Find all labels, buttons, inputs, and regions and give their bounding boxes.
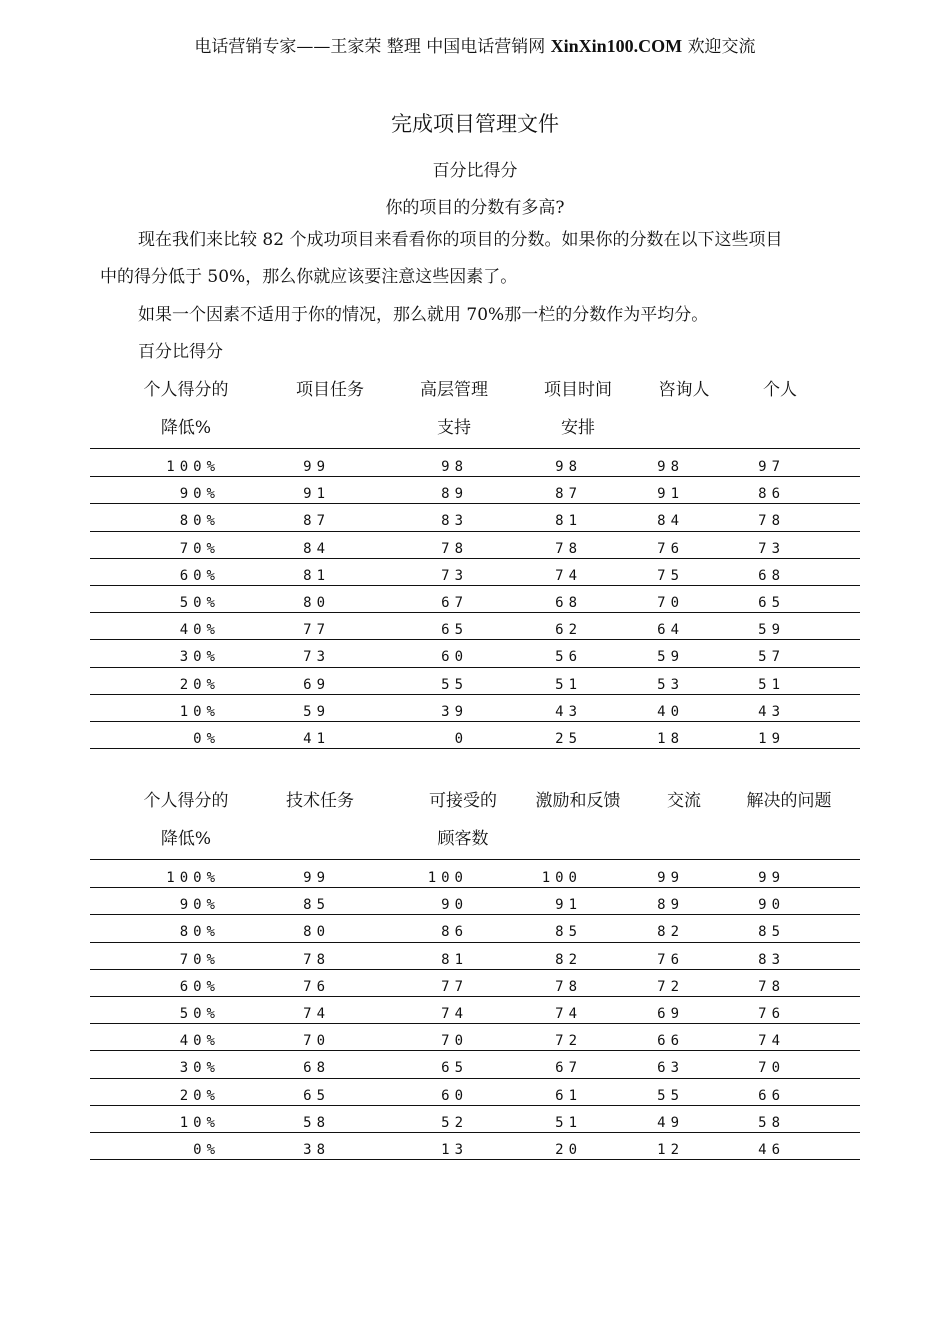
table-cell-score: 67 xyxy=(441,595,468,611)
table-cell-score: 70 xyxy=(758,1060,785,1077)
table-cell-score: 91 xyxy=(303,486,330,503)
table-row xyxy=(90,1051,860,1078)
table-cell-score: 78 xyxy=(555,978,582,995)
table-cell-score: 74 xyxy=(555,567,582,584)
table-cell-score: 90 xyxy=(441,897,468,914)
table-cell-score: 51 xyxy=(555,676,582,693)
table2-header-col-1-line-2: 降低% xyxy=(160,829,212,849)
table-cell-score: 70 xyxy=(441,1033,468,1050)
table-cell-score: 86 xyxy=(441,924,468,941)
table1-top-rule xyxy=(90,448,860,449)
table1-header-col-1-line-1: 个人得分的 xyxy=(143,380,229,400)
table-cell-score: 40 xyxy=(657,703,684,720)
table-cell-score: 89 xyxy=(657,897,684,914)
paragraph-2: 如果一个因素不适用于你的情况，那么就用 70%那一栏的分数作为平均分。 xyxy=(138,305,709,325)
table-cell-score: 59 xyxy=(758,622,785,639)
table-cell-percent: 70% xyxy=(179,951,220,968)
table-cell-score: 98 xyxy=(555,459,582,475)
table-cell-score: 74 xyxy=(758,1033,785,1050)
table-cell-score: 87 xyxy=(555,486,582,503)
table-cell-score: 51 xyxy=(758,676,785,693)
table-cell-percent: 50% xyxy=(179,1006,220,1022)
table-cell-percent: 20% xyxy=(179,1087,220,1104)
table-row xyxy=(90,1024,860,1051)
table-row xyxy=(90,668,860,695)
table-row xyxy=(90,695,860,722)
table1-header-col-2-line-1: 项目任务 xyxy=(296,380,364,400)
table-cell-score: 52 xyxy=(441,1114,468,1131)
table-cell-score: 90 xyxy=(758,897,785,914)
table-cell-percent: 30% xyxy=(179,649,220,666)
table-cell-percent: 10% xyxy=(179,1114,220,1131)
table-cell-score: 100 xyxy=(541,870,582,886)
table-cell-score: 60 xyxy=(441,1087,468,1104)
document-title: 完成项目管理文件 xyxy=(391,112,559,136)
table-cell-score: 65 xyxy=(303,1087,330,1104)
subtitle-question: 你的项目的分数有多高? xyxy=(385,198,565,218)
header-prefix: 电话营销专家——王家荣 整理 中国电话营销网 xyxy=(194,37,546,57)
table-cell-score: 80 xyxy=(303,924,330,941)
table-row xyxy=(90,1079,860,1106)
table1-header-col-3-line-2: 支持 xyxy=(437,418,471,438)
table-row xyxy=(90,970,860,997)
table-cell-score: 87 xyxy=(303,513,330,530)
table-cell-score: 85 xyxy=(758,924,785,941)
table-cell-score: 39 xyxy=(441,703,468,720)
table-row xyxy=(90,722,860,749)
table-cell-score: 57 xyxy=(758,649,785,666)
table-cell-score: 91 xyxy=(657,486,684,503)
table-cell-score: 83 xyxy=(441,513,468,530)
table-cell-score: 0 xyxy=(454,731,468,747)
table-cell-percent: 40% xyxy=(179,622,220,639)
table-cell-score: 99 xyxy=(758,870,785,886)
table2-header-col-3-line-2: 顾客数 xyxy=(437,829,489,849)
table-cell-score: 19 xyxy=(758,731,785,747)
table-cell-score: 82 xyxy=(555,951,582,968)
table-cell-score: 70 xyxy=(303,1033,330,1050)
table-cell-score: 53 xyxy=(657,676,684,693)
table-cell-percent: 90% xyxy=(179,486,220,503)
table-cell-score: 69 xyxy=(303,676,330,693)
table-cell-score: 41 xyxy=(303,731,330,747)
table-cell-score: 74 xyxy=(555,1006,582,1022)
table1-header-col-5-line-1: 咨询人 xyxy=(658,380,710,400)
table-cell-score: 43 xyxy=(758,703,785,720)
table-cell-score: 81 xyxy=(441,951,468,968)
table-cell-score: 78 xyxy=(441,540,468,557)
table-cell-score: 83 xyxy=(758,951,785,968)
section-label: 百分比得分 xyxy=(138,342,223,362)
table-row xyxy=(90,450,860,477)
table-cell-score: 63 xyxy=(657,1060,684,1077)
table-row xyxy=(90,504,860,531)
table-cell-percent: 60% xyxy=(179,567,220,584)
table-row xyxy=(90,861,860,888)
table-cell-score: 64 xyxy=(657,622,684,639)
table2-header-col-3-line-1: 可接受的 xyxy=(429,791,497,811)
table-cell-score: 73 xyxy=(441,567,468,584)
table-cell-score: 65 xyxy=(441,1060,468,1077)
table-cell-score: 55 xyxy=(441,676,468,693)
table-cell-score: 77 xyxy=(303,622,330,639)
table-cell-percent: 80% xyxy=(179,924,220,941)
header-site[interactable]: XinXin100.COM xyxy=(550,36,683,56)
table-cell-score: 67 xyxy=(555,1060,582,1077)
table-cell-score: 74 xyxy=(441,1006,468,1022)
table-cell-score: 78 xyxy=(758,513,785,530)
table-cell-score: 65 xyxy=(758,595,785,611)
table-cell-score: 66 xyxy=(657,1033,684,1050)
table2-header-col-5-line-1: 交流 xyxy=(667,791,701,811)
page-header xyxy=(0,32,950,57)
table-cell-score: 99 xyxy=(303,459,330,475)
table-cell-score: 75 xyxy=(657,567,684,584)
table-cell-score: 77 xyxy=(441,978,468,995)
table-row xyxy=(90,477,860,504)
table2-top-rule xyxy=(90,859,860,860)
table-cell-score: 78 xyxy=(555,540,582,557)
table-cell-score: 76 xyxy=(657,540,684,557)
table-cell-score: 81 xyxy=(303,567,330,584)
table-row xyxy=(90,559,860,586)
table-row xyxy=(90,888,860,915)
table-cell-score: 18 xyxy=(657,731,684,747)
header-suffix: 欢迎交流 xyxy=(687,37,756,57)
table-cell-percent: 100% xyxy=(166,459,220,475)
table-cell-score: 76 xyxy=(303,978,330,995)
table-cell-score: 76 xyxy=(758,1006,785,1022)
table-cell-score: 74 xyxy=(303,1006,330,1022)
table-cell-score: 59 xyxy=(303,703,330,720)
table-row xyxy=(90,640,860,667)
table-cell-percent: 50% xyxy=(179,595,220,611)
table-row xyxy=(90,586,860,613)
table-cell-score: 99 xyxy=(657,870,684,886)
table-cell-score: 78 xyxy=(758,978,785,995)
table-cell-score: 66 xyxy=(758,1087,785,1104)
table-cell-score: 58 xyxy=(758,1114,785,1131)
table-row xyxy=(90,943,860,970)
table-cell-score: 25 xyxy=(555,731,582,747)
table-cell-score: 61 xyxy=(555,1087,582,1104)
table-cell-score: 76 xyxy=(657,951,684,968)
table-cell-score: 98 xyxy=(441,459,468,475)
table-row xyxy=(90,1106,860,1133)
paragraph-1-line-2: 中的得分低于 50%，那么你就应该要注意这些因素了。 xyxy=(100,267,518,287)
table-cell-score: 97 xyxy=(758,459,785,475)
table2-header-col-2-line-1: 技术任务 xyxy=(286,791,354,811)
table-cell-score: 72 xyxy=(657,978,684,995)
table-cell-score: 85 xyxy=(555,924,582,941)
table-cell-score: 81 xyxy=(555,513,582,530)
table-cell-score: 49 xyxy=(657,1114,684,1131)
table-cell-score: 46 xyxy=(758,1142,785,1158)
table1-header-col-4-line-1: 项目时间 xyxy=(544,380,612,400)
table-cell-score: 55 xyxy=(657,1087,684,1104)
table-row xyxy=(90,915,860,942)
table-cell-score: 99 xyxy=(303,870,330,886)
table-cell-score: 86 xyxy=(758,486,785,503)
table-row xyxy=(90,997,860,1024)
table-cell-score: 38 xyxy=(303,1142,330,1158)
table-cell-percent: 0% xyxy=(193,1142,220,1158)
table-row xyxy=(90,613,860,640)
table-cell-score: 68 xyxy=(303,1060,330,1077)
table-cell-score: 60 xyxy=(441,649,468,666)
table2-row-rule xyxy=(90,1159,860,1160)
table-cell-score: 98 xyxy=(657,459,684,475)
table-cell-score: 68 xyxy=(758,567,785,584)
table1-header-col-1-line-2: 降低% xyxy=(160,418,212,438)
table-cell-score: 80 xyxy=(303,595,330,611)
table-cell-percent: 100% xyxy=(166,870,220,886)
table-cell-score: 100 xyxy=(427,870,468,886)
table-row xyxy=(90,1133,860,1160)
table-cell-score: 56 xyxy=(555,649,582,666)
table-cell-score: 69 xyxy=(657,1006,684,1022)
paragraph-1-line-1: 现在我们来比较 82 个成功项目来看看你的项目的分数。如果你的分数在以下这些项目 xyxy=(138,230,783,250)
table-cell-percent: 80% xyxy=(179,513,220,530)
subtitle-percentage: 百分比得分 xyxy=(432,161,518,181)
table1-header-col-6-line-1: 个人 xyxy=(763,380,797,400)
table-cell-score: 43 xyxy=(555,703,582,720)
table-cell-percent: 70% xyxy=(179,540,220,557)
table-cell-score: 91 xyxy=(555,897,582,914)
table-cell-percent: 90% xyxy=(179,897,220,914)
table1-row-rule xyxy=(90,748,860,749)
table-cell-score: 73 xyxy=(758,540,785,557)
table-cell-score: 12 xyxy=(657,1142,684,1158)
table-cell-percent: 20% xyxy=(179,676,220,693)
table-cell-score: 72 xyxy=(555,1033,582,1050)
table-cell-score: 51 xyxy=(555,1114,582,1131)
table-cell-score: 78 xyxy=(303,951,330,968)
table2-header-col-6-line-1: 解决的问题 xyxy=(746,791,832,811)
table1-header-col-4-line-2: 安排 xyxy=(561,418,595,438)
table-cell-score: 62 xyxy=(555,622,582,639)
table-cell-percent: 10% xyxy=(179,703,220,720)
table-row xyxy=(90,532,860,559)
table2-header-col-4-line-1: 激励和反馈 xyxy=(535,791,621,811)
table1-header-col-3-line-1: 高层管理 xyxy=(420,380,488,400)
table-cell-score: 84 xyxy=(657,513,684,530)
table-cell-score: 59 xyxy=(657,649,684,666)
table-cell-score: 85 xyxy=(303,897,330,914)
table-cell-score: 82 xyxy=(657,924,684,941)
table-cell-percent: 40% xyxy=(179,1033,220,1050)
table2-header-col-1-line-1: 个人得分的 xyxy=(143,791,229,811)
table-cell-percent: 0% xyxy=(193,731,220,747)
table-cell-score: 73 xyxy=(303,649,330,666)
table-cell-percent: 30% xyxy=(179,1060,220,1077)
table-cell-score: 70 xyxy=(657,595,684,611)
table-cell-percent: 60% xyxy=(179,978,220,995)
table-cell-score: 89 xyxy=(441,486,468,503)
table-cell-score: 20 xyxy=(555,1142,582,1158)
table-cell-score: 13 xyxy=(441,1142,468,1158)
table-cell-score: 65 xyxy=(441,622,468,639)
table-cell-score: 84 xyxy=(303,540,330,557)
table-cell-score: 68 xyxy=(555,595,582,611)
table-cell-score: 58 xyxy=(303,1114,330,1131)
